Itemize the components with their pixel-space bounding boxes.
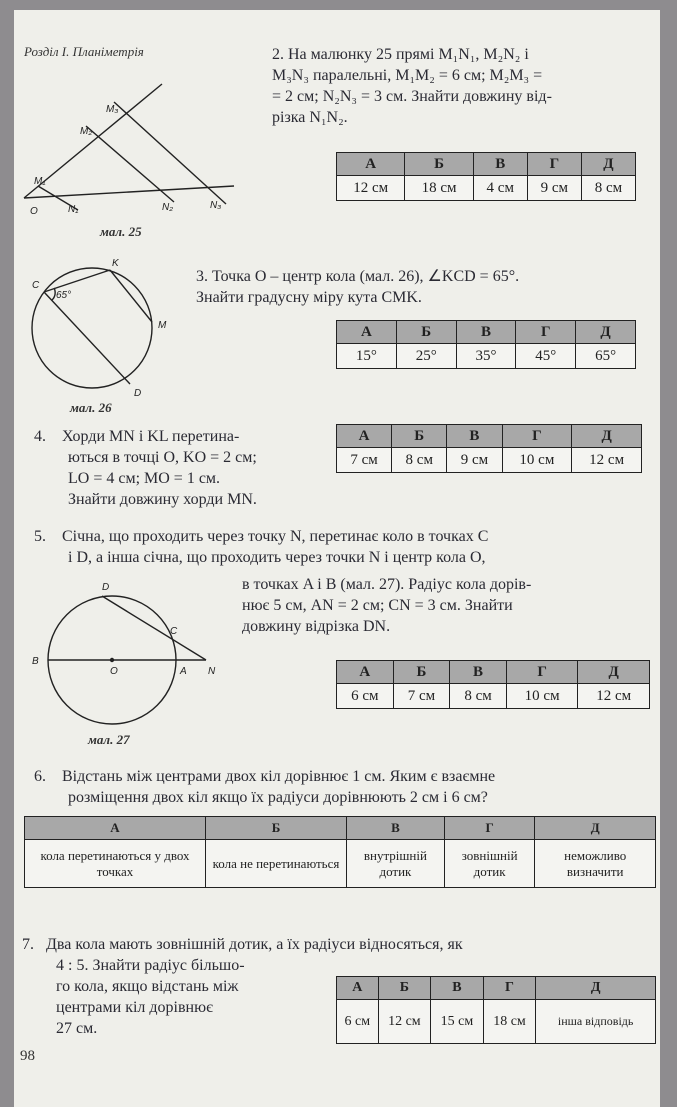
problem-6-line-1: Відстань між центрами двох кіл дорівнює 1 см. Яким є взаємне: [62, 768, 496, 785]
p6-option-a: А: [25, 817, 206, 840]
problem-4-number: 4.: [34, 428, 46, 445]
label-c: C: [32, 280, 40, 291]
p2-answer-a: 12 см: [337, 176, 405, 201]
p6-answer-v: внутрішній дотик: [347, 840, 445, 888]
figure-26: [20, 256, 190, 406]
problem-7-line-3: го кола, якщо відстань між: [56, 978, 239, 995]
problem-3-number: 3.: [196, 268, 208, 285]
p4-answer-v: 9 см: [447, 448, 502, 473]
p3-answer-d: 65°: [576, 344, 636, 369]
p6-option-b: Б: [206, 817, 347, 840]
p6-option-g: Г: [444, 817, 535, 840]
p2-answer-b: 18 см: [405, 176, 473, 201]
label-k: K: [112, 258, 119, 269]
label-m2: M₂: [80, 126, 93, 137]
label-n2: N₂: [162, 202, 174, 213]
label-n1: N₁: [68, 204, 79, 215]
label-m1: M₁: [34, 176, 46, 187]
fig26-circle: [32, 268, 152, 388]
problem-7-number: 7.: [22, 936, 34, 953]
p2-answer-g: 9 см: [527, 176, 581, 201]
problem-5-line-4: нює 5 см, AN = 2 см; CN = 3 см. Знайти: [242, 597, 513, 614]
p5-option-a: А: [337, 661, 394, 684]
section-header: Розділ І. Планіметрія: [24, 44, 144, 59]
p6-option-d: Д: [535, 817, 656, 840]
p2-answer-d: 8 см: [581, 176, 635, 201]
p5-answer-d: 12 см: [578, 684, 650, 709]
p3-option-d: Д: [576, 321, 636, 344]
problem-3-line-1: Точка O – центр кола (мал. 26), ∠KCD = 65°.: [212, 268, 520, 285]
p4-answer-a: 7 см: [337, 448, 392, 473]
p7-answer-d: інша відповідь: [536, 1000, 656, 1044]
figure-27-caption: мал. 27: [88, 732, 130, 747]
label-m3: M₃: [106, 104, 119, 115]
problem-7-line-1: Два кола мають зовнішній дотик, а їх радіуси відносяться, як: [46, 936, 463, 953]
p7-answer-v: 15 см: [431, 1000, 484, 1044]
label-d: D: [134, 388, 142, 399]
problem-7-line-4: центрами кіл дорівнює: [56, 999, 213, 1016]
label-m: M: [158, 320, 167, 331]
problem-6-line-2: розміщення двох кіл якщо їх радіуси дорівнюють 2 см і 6 см?: [68, 789, 488, 806]
problem-5-line-5: довжину відрізка DN.: [242, 618, 391, 635]
p3-answer-a: 15°: [337, 344, 397, 369]
problem-2-line-1: На малюнку 25 прямі M₁N₁, M₂N₂ і: [288, 46, 529, 63]
p6-option-v: В: [347, 817, 445, 840]
p5-option-g: Г: [506, 661, 578, 684]
figure-25-caption: мал. 25: [100, 224, 142, 239]
p3-option-v: В: [456, 321, 516, 344]
p4-option-d: Д: [572, 425, 642, 448]
p3-answer-v: 35°: [456, 344, 516, 369]
label-n3: N₃: [210, 200, 222, 211]
problem-4-line-4: Знайти довжину хорди MN.: [68, 491, 257, 508]
p5-answer-v: 8 см: [450, 684, 507, 709]
figure-27: [24, 570, 224, 735]
problem-2-line-2: M₃N₃ паралельні, M₁M₂ = 6 см; M₂M₃ =: [272, 67, 543, 84]
fig26-chord-cd: [44, 292, 130, 384]
p6-answer-d: неможливо визначити: [535, 840, 656, 888]
problem-7-line-5: 27 см.: [56, 1020, 98, 1037]
label-d: D: [102, 582, 110, 593]
p7-option-d: Д: [536, 977, 656, 1000]
label-angle: 65°: [56, 290, 72, 301]
p5-option-b: Б: [393, 661, 450, 684]
p3-option-g: Г: [516, 321, 576, 344]
problem-2: [272, 44, 552, 128]
problem-7-line-2: 4 : 5. Знайти радіус більшо-: [56, 957, 245, 974]
label-n: N: [208, 666, 216, 677]
answer-table-6: [24, 816, 656, 888]
answer-table-2: [336, 152, 636, 201]
fig27-center-point: [110, 658, 114, 662]
p2-option-a: А: [337, 153, 405, 176]
p4-answer-d: 12 см: [572, 448, 642, 473]
p2-option-b: Б: [405, 153, 473, 176]
problem-3-line-2: Знайти градусну міру кута CMK.: [196, 289, 422, 306]
problem-5-rest: [242, 574, 531, 637]
problem-5-line-1: Січна, що проходить через точку N, перетинає коло в точках C: [62, 528, 489, 545]
p6-answer-b: кола не перетинаються: [206, 840, 347, 888]
label-c: C: [170, 626, 178, 637]
p4-option-b: Б: [392, 425, 447, 448]
p4-answer-b: 8 см: [392, 448, 447, 473]
fig27-line-dn: [102, 596, 206, 660]
fig26-chord-km: [110, 270, 152, 322]
problem-2-line-4: різка N₁N₂.: [272, 109, 348, 126]
problem-5-intro: [34, 526, 488, 568]
problem-5-line-2: і D, а інша січна, що проходить через точки N і центр кола O,: [68, 549, 486, 566]
answer-table-3: [336, 320, 636, 369]
p7-option-v: В: [431, 977, 484, 1000]
p7-answer-b: 12 см: [378, 1000, 431, 1044]
answer-table-5: [336, 660, 650, 709]
problem-2-line-3: = 2 см; N₂N₃ = 3 см. Знайти довжину від-: [272, 88, 552, 105]
figure-26-caption: мал. 26: [70, 400, 112, 415]
p7-option-b: Б: [378, 977, 431, 1000]
problem-5-line-3: в точках A і B (мал. 27). Радіус кола дорів-: [242, 576, 532, 593]
fig25-line-m3n3: [114, 102, 226, 204]
p2-answer-v: 4 см: [473, 176, 527, 201]
label-o: O: [110, 666, 118, 677]
p5-answer-g: 10 см: [506, 684, 578, 709]
p6-answer-g: зовнішній дотик: [444, 840, 535, 888]
p3-option-b: Б: [396, 321, 456, 344]
problem-6-number: 6.: [34, 768, 46, 785]
problem-4-line-1: Хорди MN і KL перетина-: [62, 428, 240, 445]
textbook-page: [14, 10, 660, 1107]
p7-option-g: Г: [483, 977, 536, 1000]
answer-table-4: [336, 424, 642, 473]
p5-option-v: В: [450, 661, 507, 684]
p5-option-d: Д: [578, 661, 650, 684]
p3-answer-b: 25°: [396, 344, 456, 369]
p7-answer-a: 6 см: [337, 1000, 379, 1044]
problem-2-number: 2.: [272, 46, 284, 63]
p4-answer-g: 10 см: [502, 448, 572, 473]
p7-option-a: А: [337, 977, 379, 1000]
p7-answer-g: 18 см: [483, 1000, 536, 1044]
p2-option-v: В: [473, 153, 527, 176]
label-a: A: [180, 666, 187, 677]
p3-answer-g: 45°: [516, 344, 576, 369]
p2-option-g: Г: [527, 153, 581, 176]
label-o: O: [30, 206, 38, 217]
p2-option-d: Д: [581, 153, 635, 176]
p6-answer-a: кола перетинаються у двох точках: [25, 840, 206, 888]
page-number: 98: [20, 1048, 35, 1064]
problem-3: [196, 266, 519, 308]
answer-table-7: [336, 976, 656, 1044]
problem-5-number: 5.: [34, 528, 46, 545]
problem-6: [34, 766, 495, 808]
fig25-line-m2n2: [86, 126, 174, 202]
p5-answer-b: 7 см: [393, 684, 450, 709]
p4-option-g: Г: [502, 425, 572, 448]
problem-4-line-3: LO = 4 см; MO = 1 см.: [68, 470, 221, 487]
p4-option-a: А: [337, 425, 392, 448]
label-b: B: [32, 656, 39, 667]
problem-4-line-2: ються в точці O, KO = 2 см;: [68, 449, 257, 466]
p5-answer-a: 6 см: [337, 684, 394, 709]
p4-option-v: В: [447, 425, 502, 448]
problem-4: [34, 426, 257, 510]
p3-option-a: А: [337, 321, 397, 344]
